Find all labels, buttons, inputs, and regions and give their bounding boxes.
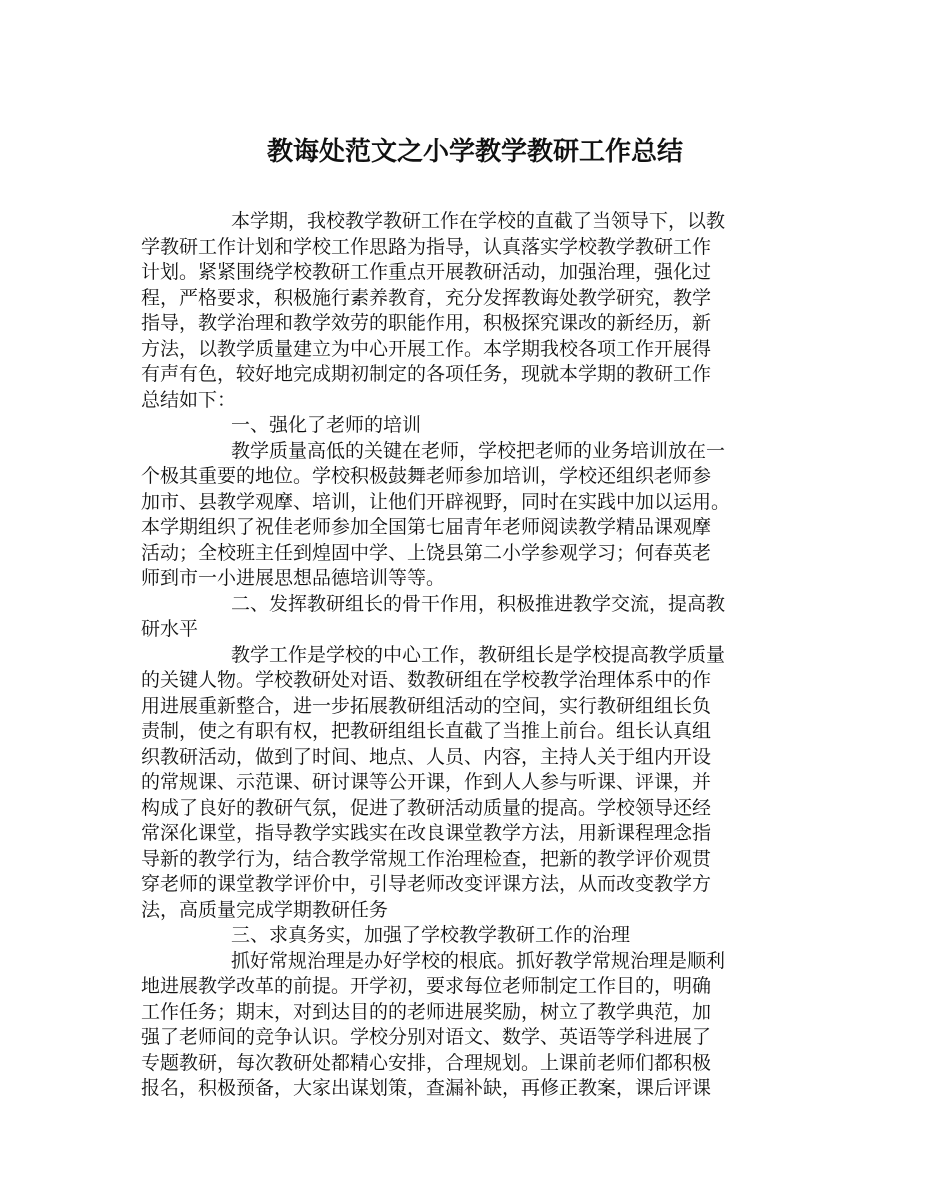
paragraph-line: 责制，使之有职有权，把教研组组长直截了当推上前台。组长认真组 xyxy=(141,720,712,742)
paragraph-line: 穿老师的课堂教学评价中，引导老师改变评课方法，从而改变教学方 xyxy=(141,873,712,895)
section-heading-continued: 研水平 xyxy=(141,618,199,640)
paragraph-line: 活动；全校班主任到煌固中学、上饶县第二小学参观学习；何春英老 xyxy=(141,541,712,564)
paragraph-line: 常深化课堂，指导教学实践实在改良课堂教学方法，用新课程理念指 xyxy=(141,822,712,844)
paragraph-line: 程，严格要求，积极施行素养教育，充分发挥教诲处教学研究，教学 xyxy=(141,286,712,309)
paragraph-line: 本学期组织了祝佳老师参加全国第七届青年老师阅读教学精品课观摩 xyxy=(141,516,712,538)
document-body xyxy=(141,209,821,1102)
paragraph-line: 总结如下： xyxy=(141,388,237,411)
paragraph-line: 工作任务；期末，对到达目的的老师进展奖励，树立了教学典范，加 xyxy=(141,1000,712,1023)
section-heading: 二、发挥教研组长的骨干作用，积极推进教学交流，提高教 xyxy=(231,592,726,615)
paragraph-line: 有声有色，较好地完成期初制定的各项任务，现就本学期的教研工作 xyxy=(141,363,712,385)
document-title: 教诲处范文之小学教学教研工作总结 xyxy=(266,137,683,167)
paragraph-line: 强了老师间的竞争认识。学校分别对语文、数学、英语等学科进展了 xyxy=(141,1026,712,1048)
paragraph-line: 加市、县教学观摩、培训，让他们开辟视野，同时在实践中加以运用。 xyxy=(141,490,731,513)
paragraph-line: 构成了良好的教研气氛，促进了教研活动质量的提高。学校领导还经 xyxy=(141,796,712,819)
paragraph-line: 学教研工作计划和学校工作思路为指导，认真落实学校教学教研工作 xyxy=(141,235,712,258)
paragraph-line: 本学期，我校教学教研工作在学校的直截了当领导下，以教 xyxy=(231,210,726,232)
paragraph-line: 用进展重新整合，进一步拓展教研组活动的空间，实行教研组组长负 xyxy=(141,694,712,717)
paragraph-line: 指导，教学治理和教学效劳的职能作用，积极探究课改的新经历，新 xyxy=(141,312,712,334)
paragraph-line: 个极其重要的地位。学校积极鼓舞老师参加培训，学校还组织老师参 xyxy=(141,465,712,487)
paragraph-line: 抓好常规治理是办好学校的根底。抓好教学常规治理是顺利 xyxy=(231,949,726,972)
paragraph-line: 方法，以教学质量建立为中心开展工作。本学期我校各项工作开展得 xyxy=(141,337,712,360)
paragraph-line: 法，高质量完成学期教研任务 xyxy=(141,898,389,921)
paragraph-line: 地进展教学改革的前提。开学初，要求每位老师制定工作目的，明确 xyxy=(141,975,712,997)
paragraph-line: 的关键人物。学校教研处对语、数教研组在学校教学治理体系中的作 xyxy=(141,669,712,691)
paragraph-line: 的常规课、示范课、研讨课等公开课，作到人人参与听课、评课，并 xyxy=(141,771,712,793)
paragraph-line: 专题教研，每次教研处都精心安排，合理规划。上课前老师们都积极 xyxy=(141,1051,712,1074)
paragraph-line: 教学质量高低的关键在老师，学校把老师的业务培训放在一 xyxy=(231,439,726,462)
paragraph-line: 师到市一小进展思想品德培训等等。 xyxy=(141,567,446,589)
section-heading: 三、求真务实，加强了学校教学教研工作的治理 xyxy=(231,924,631,946)
paragraph-line: 导新的教学行为，结合教学常规工作治理检查，把新的教学评价观贯 xyxy=(141,847,712,870)
paragraph-line: 织教研活动，做到了时间、地点、人员、内容，主持人关于组内开设 xyxy=(141,745,712,768)
paragraph-line: 计划。紧紧围绕学校教研工作重点开展教研活动，加强治理，强化过 xyxy=(141,261,712,283)
section-heading: 一、强化了老师的培训 xyxy=(231,414,422,436)
paragraph-line: 教学工作是学校的中心工作，教研组长是学校提高教学质量 xyxy=(231,643,726,666)
paragraph-line: 报名，积极预备，大家出谋划策，查漏补缺，再修正教案，课后评课 xyxy=(141,1077,712,1099)
